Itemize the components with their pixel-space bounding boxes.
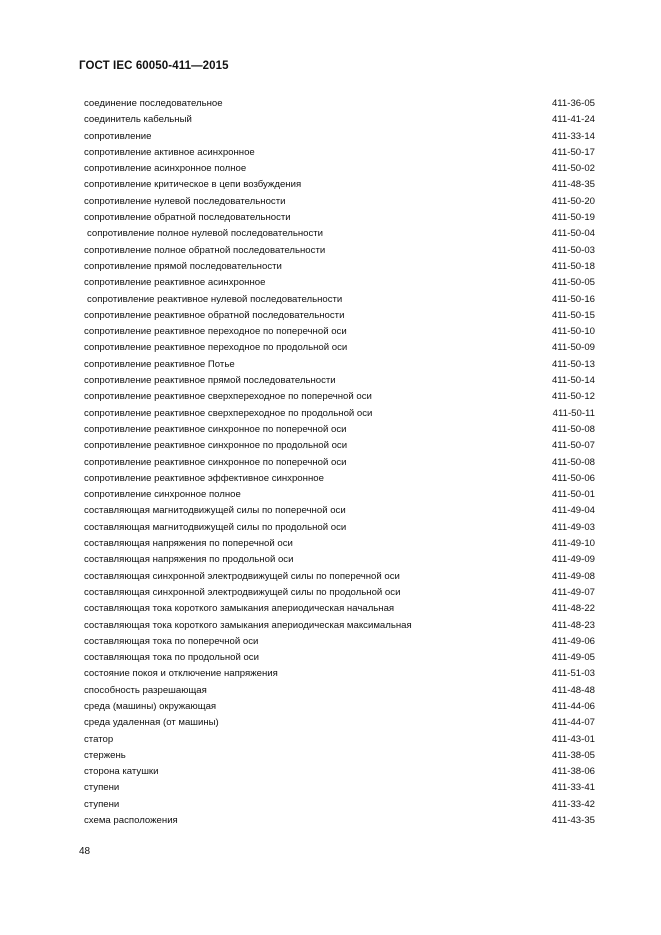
index-term: сторона катушки <box>84 766 159 778</box>
index-term: сопротивление обратной последовательности <box>84 212 291 224</box>
index-term: схема расположения <box>84 815 178 827</box>
index-term: сопротивление реактивное синхронное по продольной оси <box>84 440 348 452</box>
index-code: 411-50-16 <box>551 293 595 305</box>
index-term: составляющая магнитодвижущей силы по продольной оси <box>84 521 347 533</box>
index-term: соединение последовательное <box>84 98 223 109</box>
index-term: сопротивление полное нулевой последовательности <box>87 228 324 240</box>
index-term: сопротивление реактивное сверхпереходное по поперечной оси <box>84 391 372 403</box>
index-code: 411-49-05 <box>551 652 595 664</box>
index-entry <box>81 683 595 699</box>
index-term: состояние покоя и отключение напряжения <box>84 668 278 680</box>
index-code: 411-43-01 <box>551 733 595 745</box>
index-entry <box>81 308 595 324</box>
index-entry <box>81 243 595 259</box>
index-entry <box>81 650 595 666</box>
index-entry <box>81 340 595 356</box>
index-code: 411-50-13 <box>551 358 595 370</box>
index-code: 411-49-08 <box>551 570 595 582</box>
index-code: 411-50-06 <box>551 472 595 484</box>
index-term: сопротивление реактивное сверхпереходное по продольной оси <box>84 407 373 419</box>
index-entry <box>81 259 595 275</box>
index-code: 411-50-09 <box>551 342 595 354</box>
index-code: 411-50-03 <box>551 244 595 256</box>
index-entry <box>81 226 595 242</box>
index-entry <box>81 112 595 128</box>
index-term: составляющая тока по продольной оси <box>84 652 259 664</box>
index-entry <box>81 715 595 731</box>
index-code: 411-50-01 <box>551 489 595 501</box>
page-number: 48 <box>79 846 91 857</box>
index-entry <box>81 569 595 585</box>
index-entry <box>81 748 595 764</box>
index-code: 411-38-05 <box>551 749 595 761</box>
index-entry <box>81 324 595 340</box>
index-term: составляющая синхронной электродвижущей силы по продольной оси <box>84 586 401 598</box>
index-code: 411-50-07 <box>551 440 595 452</box>
index-term: сопротивление критическое в цепи возбуждения <box>84 179 302 191</box>
index-entry <box>81 699 595 715</box>
index-entry <box>81 210 595 226</box>
index-term: составляющая тока короткого замыкания апериодическая максимальная <box>84 619 412 631</box>
index-term: сопротивление реактивное переходное по продольной оси <box>84 342 348 354</box>
index-entry <box>81 601 595 617</box>
index-term: сопротивление асинхронное полное <box>84 163 247 175</box>
index-entry <box>81 194 595 210</box>
index-code: 411-49-06 <box>551 635 595 647</box>
index-code: 411-50-04 <box>551 228 595 240</box>
index-term: сопротивление <box>84 130 152 142</box>
index-code: 411-50-19 <box>551 212 595 224</box>
index-code: 411-50-15 <box>551 309 595 321</box>
index-term: ступени <box>84 782 120 794</box>
index-term: соединитель кабельный <box>84 114 192 126</box>
index-code: 411-51-03 <box>551 668 595 680</box>
index-entry <box>81 585 595 601</box>
index-entry <box>81 503 595 519</box>
index-term: составляющая синхронной электродвижущей силы по поперечной оси <box>84 570 400 582</box>
index-code: 411-33-14 <box>551 130 595 142</box>
index-term: сопротивление нулевой последовательности <box>84 195 286 207</box>
index-entry <box>81 161 595 177</box>
index-code: 411-49-10 <box>551 538 595 550</box>
index-entry <box>81 455 595 471</box>
index-term: сопротивление реактивное синхронное по поперечной оси <box>84 423 347 435</box>
index-code: 411-43-35 <box>551 815 595 827</box>
index-entry <box>81 406 595 422</box>
index-list <box>81 96 595 829</box>
index-entry <box>81 292 595 308</box>
index-term: сопротивление реактивное обратной последовательности <box>84 309 345 321</box>
index-code: 411-50-02 <box>551 163 595 175</box>
index-entry <box>81 422 595 438</box>
index-code: 411-50-14 <box>551 375 595 387</box>
index-code: 411-48-22 <box>551 603 595 615</box>
index-entry <box>81 780 595 796</box>
index-entry <box>81 732 595 748</box>
index-entry <box>81 357 595 373</box>
index-code: 411-38-06 <box>551 766 595 778</box>
index-term: составляющая напряжения по поперечной оси <box>84 538 293 550</box>
index-code: 411-50-20 <box>551 195 595 207</box>
index-term: составляющая тока короткого замыкания апериодическая начальная <box>84 603 395 615</box>
index-term: статор <box>84 733 114 745</box>
index-code: 411-33-41 <box>551 782 595 794</box>
index-entry <box>81 129 595 145</box>
index-code: 411-50-10 <box>551 326 595 338</box>
index-code: 411-50-05 <box>551 277 595 289</box>
index-entry <box>81 389 595 405</box>
index-term: составляющая магнитодвижущей силы по поперечной оси <box>84 505 346 517</box>
index-entry <box>81 552 595 568</box>
index-code: 411-49-03 <box>551 521 595 533</box>
index-entry <box>81 536 595 552</box>
index-code: 411-50-17 <box>551 146 595 158</box>
index-term: сопротивление реактивное прямой последовательности <box>84 375 336 387</box>
index-code: 411-50-11 <box>552 407 595 419</box>
index-term: сопротивление активное асинхронное <box>84 146 255 158</box>
index-code: 411-50-12 <box>551 391 595 403</box>
index-term: сопротивление прямой последовательности <box>84 260 282 272</box>
index-code: 411-48-35 <box>551 179 595 191</box>
index-entry <box>81 145 595 161</box>
index-term: сопротивление полное обратной последовательности <box>84 244 326 256</box>
index-term: сопротивление синхронное полное <box>84 489 241 501</box>
index-code: 411-50-08 <box>551 456 595 468</box>
index-code: 411-36-05 <box>551 98 595 109</box>
index-entry <box>81 813 595 829</box>
index-term: составляющая напряжения по продольной оси <box>84 554 294 566</box>
index-code: 411-48-48 <box>551 684 595 696</box>
index-entry <box>81 438 595 454</box>
index-term: стержень <box>84 749 126 761</box>
index-entry <box>81 471 595 487</box>
index-term: сопротивление реактивное эффективное синхронное <box>84 472 324 484</box>
index-entry <box>81 275 595 291</box>
index-term: составляющая тока по поперечной оси <box>84 635 259 647</box>
index-code: 411-44-07 <box>551 717 595 729</box>
index-term: сопротивление реактивное переходное по поперечной оси <box>84 326 347 338</box>
index-code: 411-49-04 <box>551 505 595 517</box>
index-term: сопротивление реактивное синхронное по поперечной оси <box>84 456 347 468</box>
index-term: сопротивление реактивное Потье <box>84 358 235 370</box>
index-entry <box>81 666 595 682</box>
index-code: 411-33-42 <box>551 798 595 810</box>
index-entry <box>81 764 595 780</box>
index-entry <box>81 618 595 634</box>
index-entry <box>81 634 595 650</box>
index-entry <box>81 487 595 503</box>
index-term: среда удаленная (от машины) <box>84 717 219 729</box>
index-code: 411-41-24 <box>551 114 595 126</box>
index-term: ступени <box>84 798 120 810</box>
index-code: 411-48-23 <box>551 619 595 631</box>
document-header: ГОСТ IEC 60050-411—2015 <box>79 60 229 72</box>
index-code: 411-50-08 <box>551 423 595 435</box>
index-code: 411-50-18 <box>551 260 595 272</box>
index-entry <box>81 373 595 389</box>
index-entry <box>81 177 595 193</box>
index-code: 411-49-09 <box>551 554 595 566</box>
index-entry <box>81 797 595 813</box>
index-term: сопротивление реактивное нулевой последовательности <box>87 293 343 305</box>
index-term: способность разрешающая <box>84 684 207 696</box>
index-code: 411-44-06 <box>551 700 595 712</box>
index-code: 411-49-07 <box>551 586 595 598</box>
index-term: сопротивление реактивное асинхронное <box>84 277 266 289</box>
index-term: среда (машины) окружающая <box>84 700 217 712</box>
index-entry <box>81 96 595 112</box>
index-entry <box>81 520 595 536</box>
